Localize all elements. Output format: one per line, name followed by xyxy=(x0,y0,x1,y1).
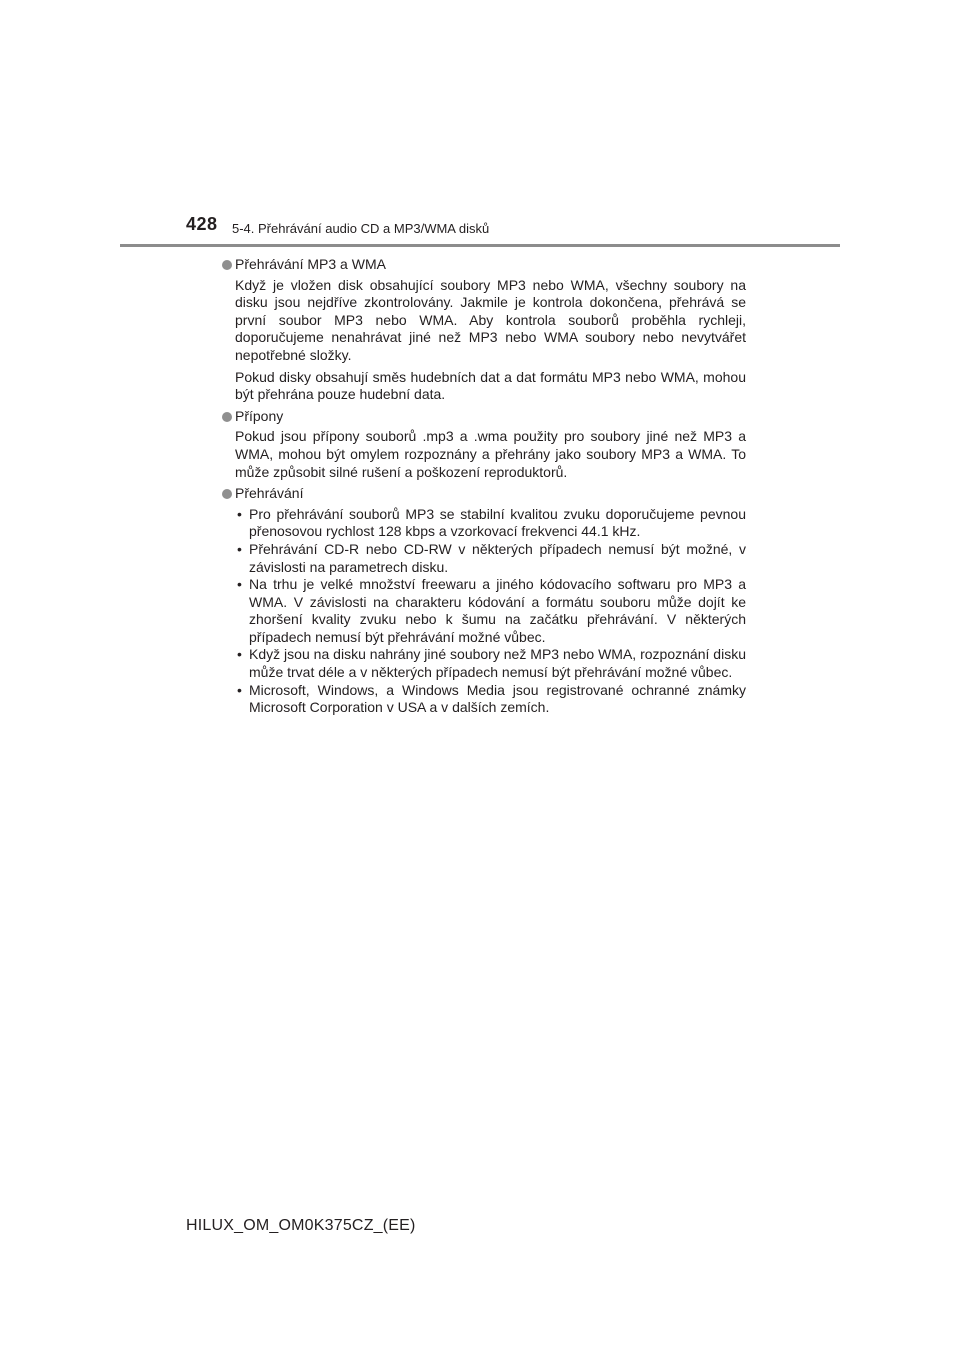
list-item-text: Pro přehrávání souborů MP3 se stabilní kvalitou zvuku doporučujeme pevnou přenosovou rychlost 128 kbps a vzorkovací frekvenci 44.1 kHz. xyxy=(249,505,746,540)
section-heading xyxy=(222,256,746,274)
section-heading-text: Přehrávání MP3 a WMA xyxy=(235,256,386,272)
paragraph: Pokud jsou přípony souborů .mp3 a .wma použity pro soubory jiné než MP3 a WMA, mohou být omylem rozpoznány a přehrány jako soubory MP3 a WMA. To může způsobit silné rušení a poškození reproduktorů. xyxy=(235,428,746,480)
paragraph: Když je vložen disk obsahující soubory MP3 nebo WMA, všechny soubory na disku jsou nejdříve zkontrolovány. Jakmile je kontrola dokončena, přehrává se první soubor MP3 nebo WMA. Aby kontrola souborů proběhla rychleji, doporučujeme nenahrávat jiné než MP3 nebo WMA soubory nebo nevytvářet nepotřebné složky. xyxy=(235,276,746,363)
list-item-text: Microsoft, Windows, a Windows Media jsou registrované ochranné známky Microsoft Corporation v USA a v dalších zemích. xyxy=(249,681,746,716)
round-bullet-icon xyxy=(222,412,232,422)
section-heading-text: Přípony xyxy=(235,407,284,424)
playback-notes-list xyxy=(235,506,746,717)
section-mp3-wma-playback xyxy=(222,256,746,404)
list-item xyxy=(235,541,746,576)
page-content xyxy=(222,256,746,721)
list-item-text: Když jsou na disku nahrány jiné soubory než MP3 nebo WMA, rozpoznání disku může trvat déle a v některých případech nemusí být přehrávání možné vůbec. xyxy=(249,646,746,681)
section-extensions xyxy=(222,408,746,481)
document-code: HILUX_OM_OM0K375CZ_(EE) xyxy=(186,1217,416,1234)
list-bullet-icon: • xyxy=(237,576,242,593)
section-heading-text: Přehrávání xyxy=(235,485,304,502)
round-bullet-icon xyxy=(222,489,232,499)
page-number: 428 xyxy=(186,214,218,234)
paragraph: Pokud disky obsahují směs hudebních dat a dat formátu MP3 nebo WMA, mohou být přehrána pouze hudební data. xyxy=(235,368,746,403)
list-item xyxy=(235,682,746,717)
section-playback xyxy=(222,485,746,717)
section-heading xyxy=(222,408,746,426)
section-heading xyxy=(222,485,746,503)
section-title: 5-4. Přehrávání audio CD a MP3/WMA disků xyxy=(232,221,490,236)
round-bullet-icon xyxy=(222,260,232,270)
list-item xyxy=(235,576,746,646)
list-bullet-icon: • xyxy=(237,505,242,522)
list-item-text: Na trhu je velké množství freewaru a jiného kódovacího softwaru pro MP3 a WMA. V závislosti na charakteru kódování a formátu souboru může dojít ke zhoršení kvality zvuku nebo k šumu na začátku přehrávání. V některých případech nemusí být přehrávání možné vůbec. xyxy=(249,576,746,645)
list-item xyxy=(235,506,746,541)
list-item xyxy=(235,646,746,681)
list-bullet-icon: • xyxy=(237,540,242,557)
list-bullet-icon: • xyxy=(237,681,242,698)
list-item-text: Přehrávání CD-R nebo CD-RW v některých případech nemusí být možné, v závislosti na parametrech disku. xyxy=(249,540,746,575)
header-divider xyxy=(120,244,840,247)
list-bullet-icon: • xyxy=(237,646,242,663)
